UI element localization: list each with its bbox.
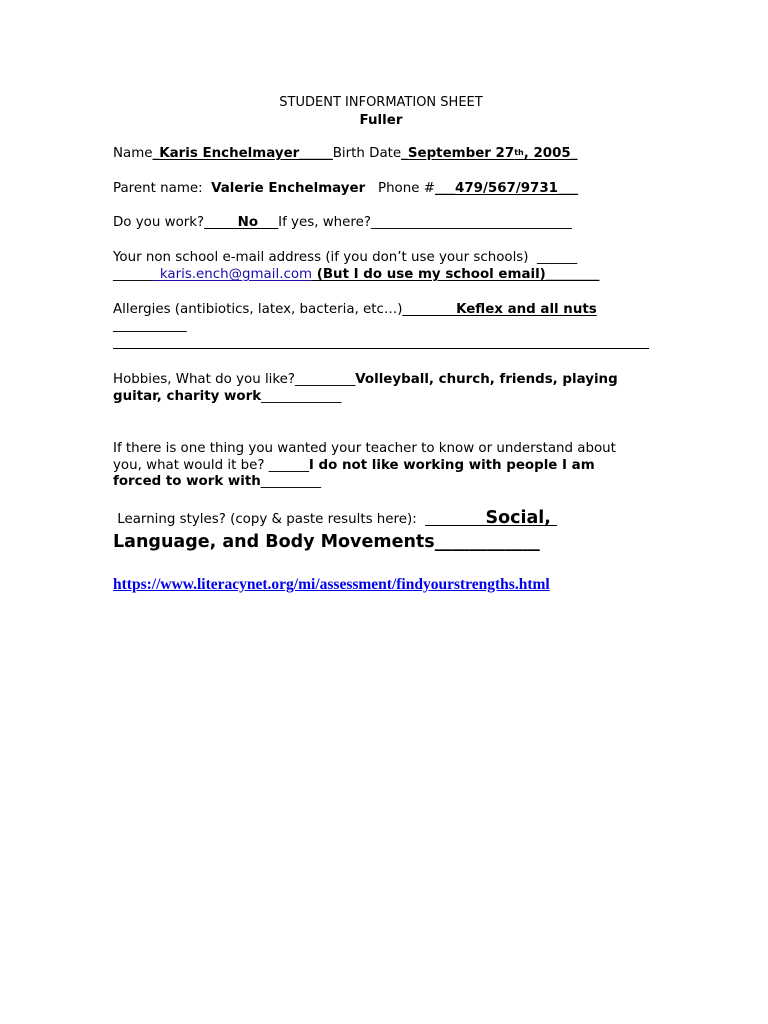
email-row: [113, 266, 599, 283]
hobbies-blank: _________: [295, 372, 356, 387]
allergy-answer: ________Keflex and all nuts: [402, 302, 597, 317]
email-label: Your non school e-mail address (if you don’t use your schools) ______: [113, 250, 578, 265]
work-row: [113, 214, 572, 231]
work-where-label: If yes, where?: [278, 215, 371, 230]
learning-answer-line2: Language, and Body Movements: [113, 532, 435, 552]
learning-row: [113, 510, 557, 528]
learning-row-2: [113, 532, 540, 554]
teacher-row-2: [113, 473, 321, 490]
assessment-link[interactable]: https://www.literacynet.org/mi/assessment/findyourstrengths.html: [113, 576, 550, 593]
work-answer: No: [237, 215, 259, 230]
work-blank: _____No___: [204, 215, 279, 230]
allergy-continuation: ___________: [113, 318, 187, 333]
teacher-answer-line2: forced to work with: [113, 474, 261, 489]
parent-row: [113, 180, 578, 197]
learning-label: Learning styles? (copy & paste results here):: [113, 512, 426, 527]
teacher-blank: ______: [268, 458, 309, 473]
teacher-question: If there is one thing you wanted your teacher to know or understand about: [113, 441, 616, 456]
email-link[interactable]: _karis.ench@gmail.com: [153, 267, 313, 282]
name-label: Name: [113, 146, 153, 161]
email-blank: ______: [113, 267, 154, 282]
name-row: [113, 145, 577, 162]
email-note: (But I do use my school email)________: [312, 267, 600, 282]
phone-label: Phone #: [365, 181, 435, 196]
allergy-label: Allergies (antibiotics, latex, bacteria, etc…): [113, 302, 403, 317]
hobbies-answer-line2: guitar, charity work: [113, 389, 262, 404]
hobbies-row: [113, 371, 618, 388]
sheet-title: STUDENT INFORMATION SHEET: [279, 95, 483, 110]
allergy-row: [113, 301, 597, 318]
work-where-blank: ______________________________: [370, 215, 572, 230]
parent-name-value: Valerie Enchelmayer: [211, 181, 366, 196]
teacher-question-2: you, what would it be?: [113, 458, 269, 473]
name-value: _Karis Enchelmayer_____: [152, 146, 333, 161]
hobbies-answer-line1: Volleyball, church, friends, playing: [355, 372, 618, 387]
birth-date-label: Birth Date: [332, 146, 402, 161]
teacher-name: Fuller: [359, 113, 403, 128]
phone-value: ___479/567/9731___: [434, 181, 579, 196]
teacher-trail: _________: [260, 474, 322, 489]
learning-trail: ____________: [434, 532, 540, 552]
hobbies-trail: ____________: [261, 389, 342, 404]
parent-name-label: Parent name:: [113, 181, 212, 196]
hobbies-label: Hobbies, What do you like?: [113, 372, 296, 387]
teacher-row: [113, 457, 595, 474]
work-label: Do you work?: [113, 215, 205, 230]
learning-answer-line1: _________Social,: [425, 508, 558, 528]
teacher-answer-line1: I do not like working with people I am: [308, 458, 595, 473]
allergy-blank-line: [113, 348, 649, 349]
hobbies-row-2: [113, 388, 341, 405]
birth-date-value: _September 27th, 2005_: [401, 146, 578, 161]
